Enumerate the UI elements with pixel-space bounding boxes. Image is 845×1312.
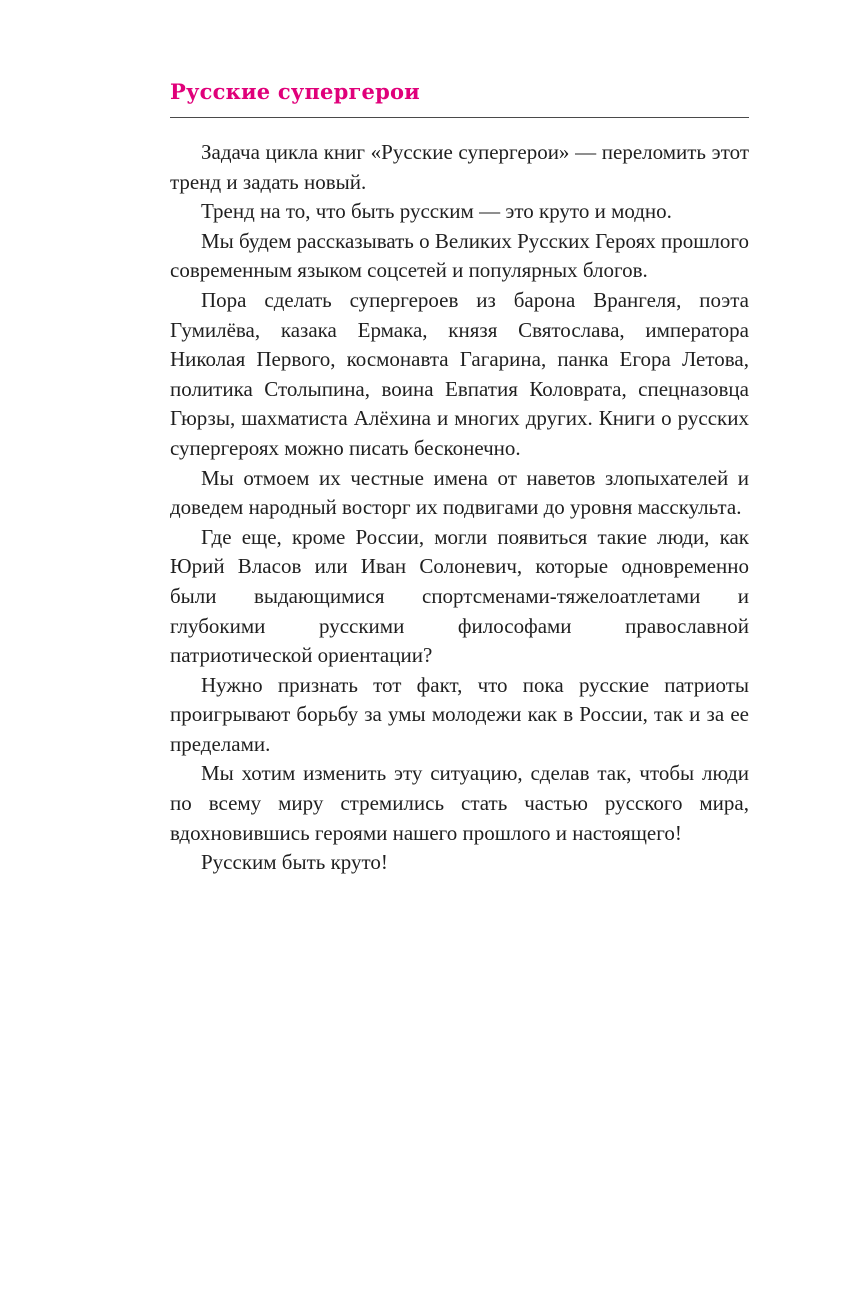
paragraph: Мы будем рассказывать о Великих Русских Героях прошлого современным языком соцсетей и популярных блогов. bbox=[170, 228, 749, 283]
header-divider bbox=[170, 117, 749, 118]
paragraph: Нужно признать тот факт, что пока русские патриоты проигрывают борьбу за умы молодежи как в России, так и за ее пределами. bbox=[170, 672, 749, 756]
paragraph: Мы хотим изменить эту ситуацию, сделав так, чтобы люди по всему миру стремились стать частью русского мира, вдохновившись героями нашего прошлого и настоящего! bbox=[170, 761, 749, 845]
paragraph: Задача цикла книг «Русские супергерои» — переломить этот тренд и задать новый. bbox=[170, 140, 749, 194]
paragraph: Тренд на то, что быть русским — это круто и модно. bbox=[201, 199, 672, 224]
body-text bbox=[170, 138, 749, 878]
paragraph: Пора сделать супергероев из барона Врангеля, поэта Гумилёва, казака Ермака, князя Святослава, императора Николая Первого, космонавта Гагарина, панка Егора Летова, политика Столыпина, воина Евпатия Коловрата, спецназовца Гюрзы, шахматиста Алёхина и многих других. Книги о русских супергероях можно писать бесконечно. bbox=[170, 287, 749, 460]
paragraph: Где еще, кроме России, могли появиться такие люди, как Юрий Власов или Иван Солоневич, которые одновременно были выдающимися спортсменами-тяжелоатлетами и глубокими русскими философами православной патриотической ориентации? bbox=[170, 524, 749, 668]
paragraph: Русским быть круто! bbox=[201, 850, 388, 875]
paragraph: Мы отмоем их честные имена от наветов злопыхателей и доведем народный восторг их подвигами до уровня масскульта. bbox=[170, 465, 749, 520]
running-header-title: Русские супергерои bbox=[170, 79, 420, 104]
